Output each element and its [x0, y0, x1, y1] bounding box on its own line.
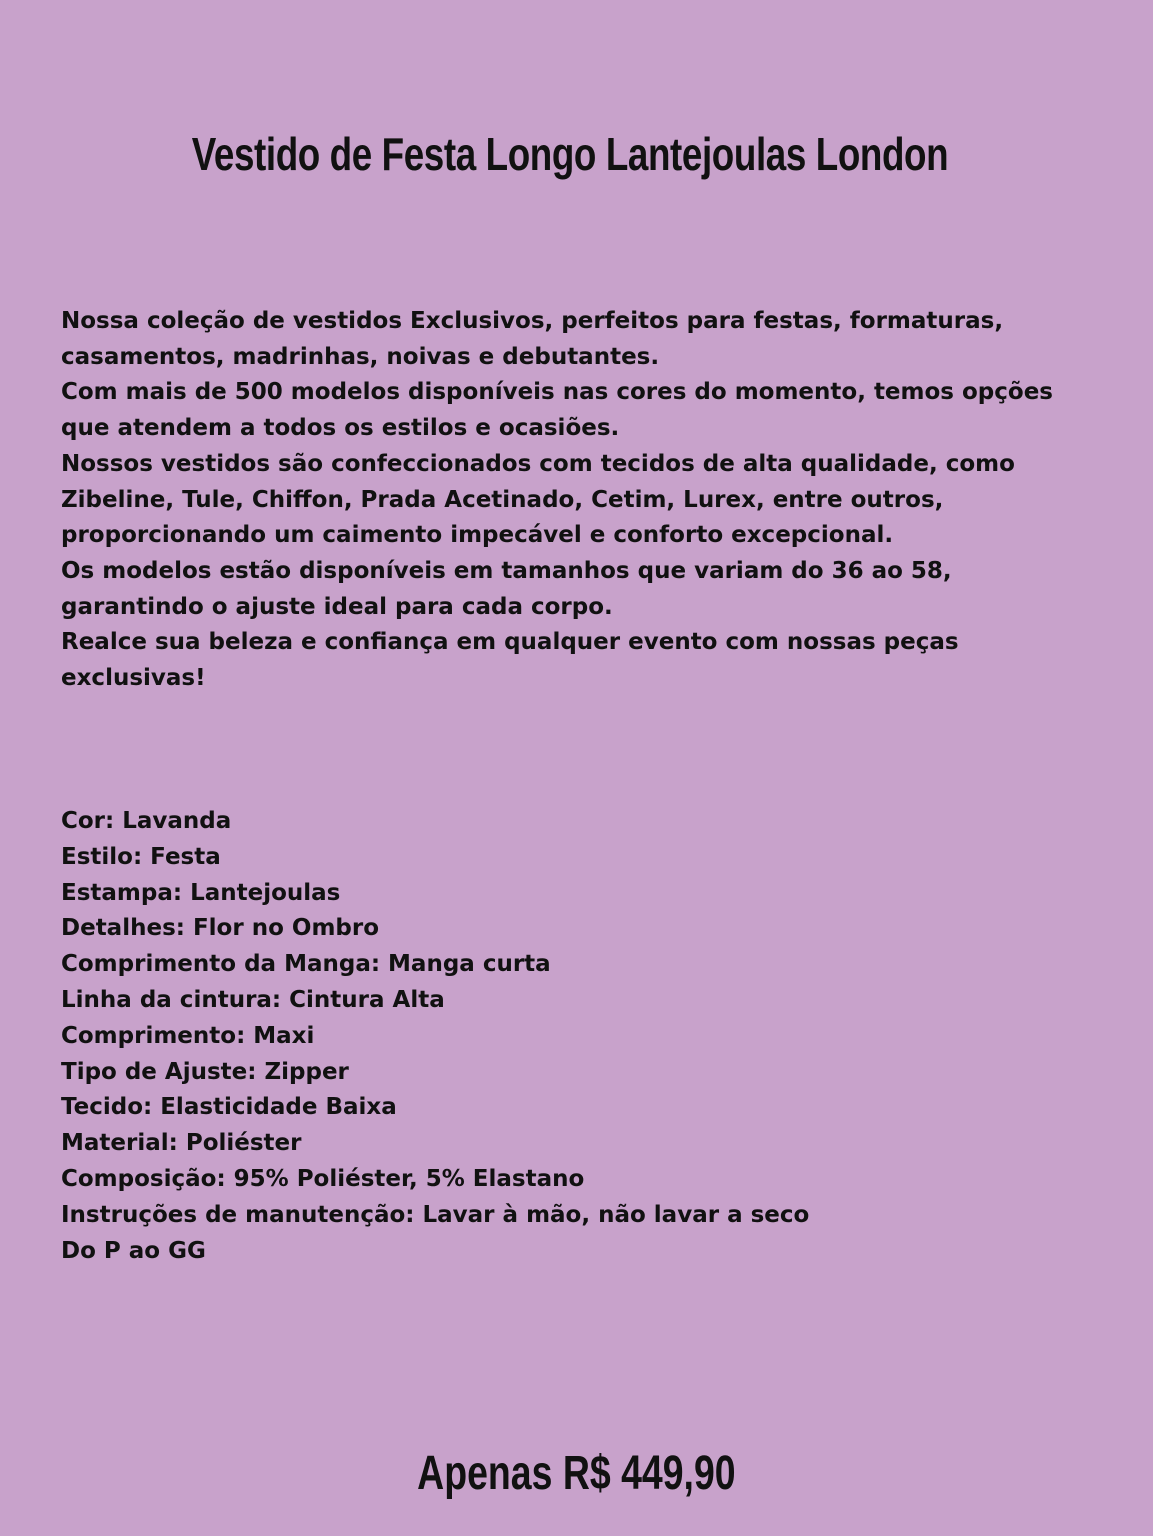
product-description: [61, 304, 1061, 697]
spec-item: Linha da cintura: Cintura Alta: [61, 986, 445, 1013]
spec-item: Do P ao GG: [61, 1237, 206, 1264]
description-paragraph: Realce sua beleza e confiança em qualquer evento com nossas peças exclusivas!: [61, 629, 959, 692]
description-paragraph: Com mais de 500 modelos disponíveis nas cores do momento, temos opções que atendem a todos os estilos e ocasiões.: [61, 379, 1053, 442]
spec-item: Comprimento: Maxi: [61, 1022, 315, 1049]
spec-item: Estampa: Lantejoulas: [61, 879, 341, 906]
spec-item: Estilo: Festa: [61, 843, 221, 870]
product-specs-list: [61, 804, 1061, 1269]
description-paragraph: Nossos vestidos são confeccionados com tecidos de alta qualidade, como Zibeline, Tule, Chiffon, Prada Acetinado, Cetim, Lurex, entre outros, proporcionando um caimento impecável e conforto excepcional.: [61, 450, 1015, 549]
spec-item: Material: Poliéster: [61, 1130, 302, 1157]
spec-item: Composição: 95% Poliéster, 5% Elastano: [61, 1165, 585, 1192]
description-paragraph: Os modelos estão disponíveis em tamanhos que variam do 36 ao 58, garantindo o ajuste ideal para cada corpo.: [61, 557, 952, 620]
description-paragraph: Nossa coleção de vestidos Exclusivos, perfeitos para festas, formaturas, casamentos, madrinhas, noivas e debutantes.: [61, 308, 1004, 370]
spec-item: Instruções de manutenção: Lavar à mão, não lavar a seco: [61, 1201, 810, 1228]
spec-item: Comprimento da Manga: Manga curta: [61, 951, 551, 978]
page-title: Vestido de Festa Longo Lantejoulas London: [191, 127, 949, 180]
spec-item: Detalhes: Flor no Ombro: [61, 915, 380, 942]
price-label: Apenas R$ 449,90: [417, 1447, 736, 1500]
spec-item: Tecido: Elasticidade Baixa: [61, 1094, 397, 1121]
spec-item: Cor: Lavanda: [61, 808, 232, 834]
spec-item: Tipo de Ajuste: Zipper: [61, 1058, 349, 1085]
